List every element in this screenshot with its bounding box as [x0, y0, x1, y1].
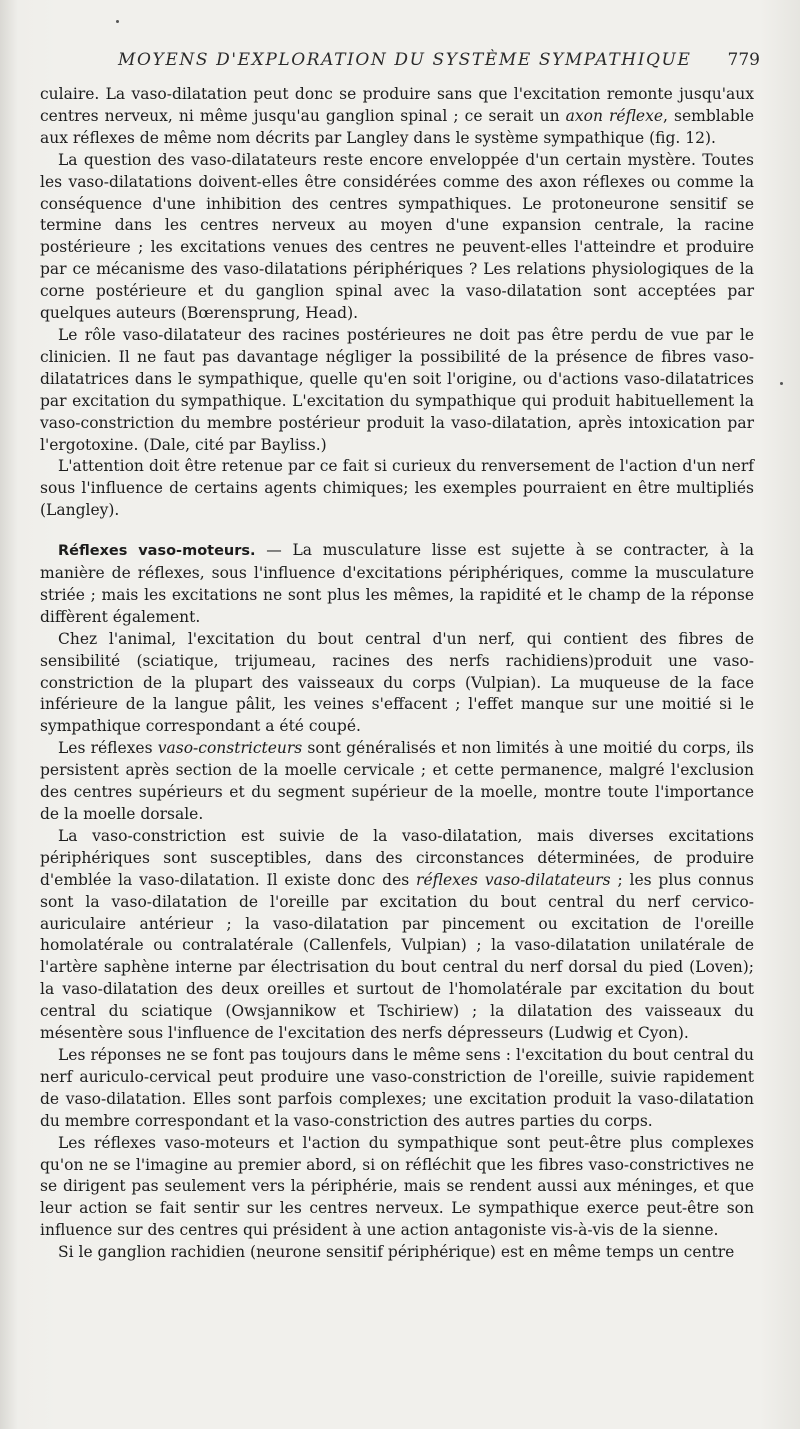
section-paragraph: Réflexes vaso-moteurs. — La musculature lisse est sujette à se contracter, à la manière de réflexes, sous l'influence d'excitations périphériques, comme la musculature striée ; mais les excitations ne sont plus les mêmes, la rapidité et le champ de la réponse diffèrent également.: [40, 541, 754, 626]
section-heading: Réflexes vaso-moteurs.: [58, 543, 256, 560]
body-text: [40, 84, 754, 1264]
paragraph: Si le ganglion rachidien (neurone sensitif périphérique) est en même temps un centre: [58, 1243, 735, 1262]
running-head: MOYENS D'EXPLORATION DU SYSTÈME SYMPATHIQUE: [118, 50, 692, 70]
paragraph: Chez l'animal, l'excitation du bout central d'un nerf, qui contient des fibres de sensibilité (sciatique, trijumeau, racines des nerfs rachidiens)produit une vaso-constriction de la plupart des vaisseaux du corps (Vulpian). La muqueuse de la face inférieure de la langue pâlit, les veines s'effacent ; l'effet manque sur une moitié si le sympathique correspondant a été coupé.: [40, 629, 754, 736]
page-header: [30, 50, 760, 74]
page-number: 779: [727, 50, 760, 70]
print-speck: [780, 382, 783, 385]
paragraph: L'attention doit être retenue par ce fait si curieux du renversement de l'action d'un nerf sous l'influence de certains agents chimiques; les exemples pourraient en être multipliés (Langley).: [40, 457, 754, 520]
paragraph: culaire. La vaso-dilatation peut donc se produire sans que l'excitation remonte jusqu'aux centres nerveux, ni même jusqu'au ganglion spinal ; ce serait un axon réflexe, semblable aux réflexes de même nom décrits par Langley dans le système sympathique (fig. 12).: [40, 85, 754, 147]
paragraph: Les réflexes vaso-constricteurs sont généralisés et non limités à une moitié du corps, ils persistent après section de la moelle cervicale ; et cette permanence, malgré l'exclusion des centres supérieurs et du segment supérieur de la moelle, montre toute l'importance de la moelle dorsale.: [40, 739, 754, 823]
paragraph: Les réflexes vaso-moteurs et l'action du sympathique sont peut-être plus complexes qu'on ne se l'imagine au premier abord, si on réfléchit que les fibres vaso-constrictives ne se dirigent pas seulement vers la périphérie, mais se rendent aussi aux méninges, et que leur action se fait sentir sur les centres nerveux. Le sympathique exerce peut-être son influence sur des centres qui président à une action antagoniste vis-à-vis de la sienne.: [40, 1133, 754, 1240]
paragraph: Le rôle vaso-dilatateur des racines postérieures ne doit pas être perdu de vue par le clinicien. Il ne faut pas davantage négliger la possibilité de la présence de fibres vaso-dilatatrices dans le sympathique, quelle qu'en soit l'origine, ou d'actions vaso-dilatatrices par excitation du sympathique. L'excitation du sympathique qui produit habituellement la vaso-constriction du membre postérieur produit la vaso-dilatation, après intoxication par l'ergotoxine. (Dale, cité par Bayliss.): [40, 325, 754, 454]
print-speck: [116, 20, 119, 23]
paragraph: La question des vaso-dilatateurs reste encore enveloppée d'un certain mystère. Toutes les vaso-dilatations doivent-elles être considérées comme des axon réflexes ou comme la conséquence d'une inhibition des centres sympathiques. Le protoneurone sensitif se termine dans les centres nerveux au moyen d'une expansion centrale, la racine postérieure ; les excitations venues des centres ne peuvent-elles l'atteindre et produire par ce mécanisme des vaso-dilatations périphériques ? Les relations physiologiques de la corne postérieure et du ganglion spinal avec la vaso-dilatation sont acceptées par quelques auteurs (Bœrensprung, Head).: [40, 150, 754, 323]
paragraph: Les réponses ne se font pas toujours dans le même sens : l'excitation du bout central du nerf auriculo-cervical peut produire une vaso-constriction de l'oreille, suivie rapidement de vaso-dilatation. Elles sont parfois complexes; une excitation produit la vaso-dilatation du membre correspondant et la vaso-constriction des autres parties du corps.: [40, 1045, 754, 1130]
paragraph: La vaso-constriction est suivie de la vaso-dilatation, mais diverses excitations périphériques sont susceptibles, dans des circonstances déterminées, de produire d'emblée la vaso-dilatation. Il existe donc des réflexes vaso-dilatateurs ; les plus connus sont la vaso-dilatation de l'oreille par excitation du bout central du nerf cervico-auriculaire antérieur ; la vaso-dilatation par pincement ou excitation de l'oreille homolatérale ou contralatérale (Callenfels, Vulpian) ; la vaso-dilatation unilatérale de l'artère saphène interne par électrisation du bout central du nerf dorsal du pied (Loven); la vaso-dilatation des deux oreilles et surtout de l'homolatérale par excitation du bout central du sciatique (Owsjannikow et Tschiriew) ; la dilatation des vaisseaux du mésentère sous l'influence de l'excitation des nerfs dépresseurs (Ludwig et Cyon).: [40, 826, 754, 1043]
